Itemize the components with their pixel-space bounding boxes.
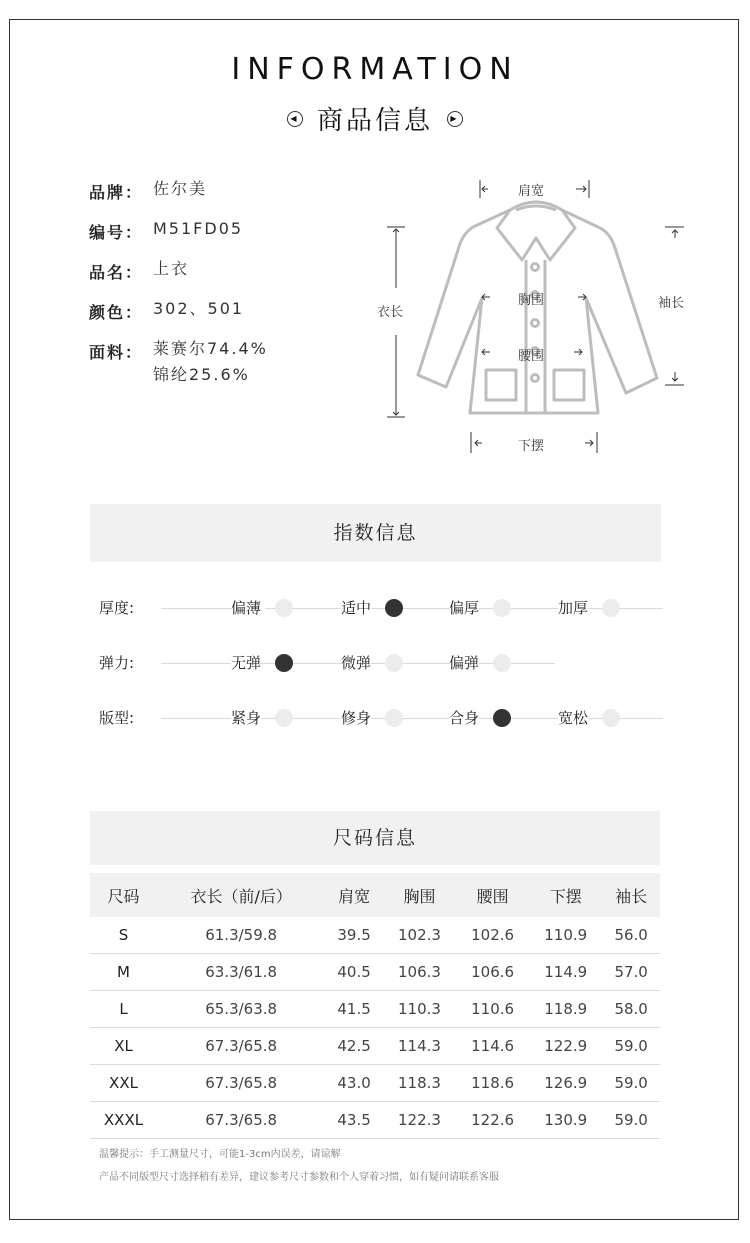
table-cell: 39.5: [325, 917, 383, 954]
info-row-brand: [89, 180, 268, 220]
table-cell: 67.3/65.8: [157, 1102, 325, 1139]
info-key: 颜色：: [89, 303, 144, 322]
col-header: 肩宽: [325, 873, 383, 917]
index-dot[interactable]: [493, 654, 511, 672]
index-option: 无弹: [231, 651, 261, 675]
label-waist: 腰围: [518, 349, 545, 364]
index-option: 加厚: [558, 596, 588, 620]
index-dot[interactable]: [275, 599, 293, 617]
label-shoulder: 肩宽: [518, 184, 545, 199]
table-cell: M: [90, 954, 157, 991]
table-cell: 59.0: [602, 1102, 660, 1139]
col-header: 下摆: [529, 873, 602, 917]
table-cell: 41.5: [325, 991, 383, 1028]
title-cn: 商品信息: [316, 106, 433, 136]
col-header: 袖长: [602, 873, 660, 917]
index-option: 微弹: [341, 651, 371, 675]
index-dot[interactable]: [493, 599, 511, 617]
index-section-title: 指数信息: [90, 504, 661, 562]
fabric-line-2: 锦纶25.6%: [153, 365, 250, 384]
index-dot[interactable]: [602, 709, 620, 727]
note-line-1: 温馨提示：手工测量尺寸，可能1-3cm内误差，请谅解: [99, 1149, 341, 1160]
label-chest: 胸围: [518, 293, 545, 308]
table-cell: 126.9: [529, 1065, 602, 1102]
table-cell: L: [90, 991, 157, 1028]
jacket-illustration: [370, 170, 700, 460]
table-cell: XL: [90, 1028, 157, 1065]
table-row: [90, 1028, 660, 1065]
col-header: 胸围: [383, 873, 456, 917]
info-key: 编号：: [89, 223, 144, 242]
table-cell: S: [90, 917, 157, 954]
garment-diagram: [370, 170, 700, 460]
table-cell: 59.0: [602, 1028, 660, 1065]
index-dot[interactable]: [602, 599, 620, 617]
info-value: 上衣: [153, 259, 190, 278]
table-row: [90, 917, 660, 954]
title-en: INFORMATION: [231, 52, 519, 87]
label-length: 衣长: [377, 305, 404, 320]
index-option: 合身: [449, 706, 479, 730]
index-row-elasticity: [99, 651, 669, 675]
size-section-title: 尺码信息: [90, 811, 660, 865]
index-option: 修身: [341, 706, 371, 730]
info-row-code: [89, 220, 268, 260]
table-cell: 63.3/61.8: [157, 954, 325, 991]
info-value: 佐尔美: [153, 179, 208, 198]
title-cn-wrap: [0, 100, 750, 137]
info-key: 品牌：: [89, 183, 144, 202]
table-cell: 106.6: [456, 954, 529, 991]
index-dot-selected[interactable]: [385, 599, 403, 617]
table-cell: 122.6: [456, 1102, 529, 1139]
size-table: [90, 873, 660, 1139]
index-option: 偏弹: [449, 651, 479, 675]
table-cell: 102.6: [456, 917, 529, 954]
table-cell: 114.9: [529, 954, 602, 991]
info-key: 面料：: [89, 343, 144, 362]
index-dot-selected[interactable]: [275, 654, 293, 672]
table-row: [90, 991, 660, 1028]
table-cell: 40.5: [325, 954, 383, 991]
table-cell: XXXL: [90, 1102, 157, 1139]
table-cell: 43.0: [325, 1065, 383, 1102]
table-cell: 106.3: [383, 954, 456, 991]
index-label: 版型:: [99, 709, 135, 727]
index-row-fit: [99, 706, 669, 730]
table-cell: XXL: [90, 1065, 157, 1102]
info-value: 302、501: [153, 299, 245, 318]
product-info: [89, 179, 268, 384]
index-option: 宽松: [558, 706, 588, 730]
circle-left-arrow-icon: ◀: [287, 111, 303, 127]
index-label: 弹力:: [99, 654, 135, 672]
table-cell: 118.3: [383, 1065, 456, 1102]
table-cell: 122.3: [383, 1102, 456, 1139]
index-option: 偏薄: [231, 596, 265, 620]
table-row: [90, 1102, 660, 1139]
table-cell: 57.0: [602, 954, 660, 991]
index-label: 厚度:: [99, 599, 135, 617]
table-cell: 65.3/63.8: [157, 991, 325, 1028]
info-row-fabric: [89, 339, 268, 384]
table-cell: 102.3: [383, 917, 456, 954]
table-cell: 61.3/59.8: [157, 917, 325, 954]
table-cell: 58.0: [602, 991, 660, 1028]
table-cell: 56.0: [602, 917, 660, 954]
table-cell: 130.9: [529, 1102, 602, 1139]
index-dot[interactable]: [385, 654, 403, 672]
label-sleeve: 袖长: [658, 296, 685, 311]
table-cell: 59.0: [602, 1065, 660, 1102]
circle-right-arrow-icon: ▶: [447, 111, 463, 127]
info-row-color: [89, 300, 268, 340]
table-row: [90, 1065, 660, 1102]
size-table-header: [90, 873, 660, 917]
table-cell: 67.3/65.8: [157, 1028, 325, 1065]
fabric-line-1: 莱赛尔74.4%: [153, 339, 268, 358]
table-cell: 122.9: [529, 1028, 602, 1065]
table-cell: 43.5: [325, 1102, 383, 1139]
table-cell: 118.6: [456, 1065, 529, 1102]
info-key: 品名：: [89, 263, 144, 282]
index-option: 紧身: [231, 706, 261, 730]
index-option: 适中: [341, 596, 371, 620]
table-cell: 67.3/65.8: [157, 1065, 325, 1102]
table-cell: 114.6: [456, 1028, 529, 1065]
info-row-name: [89, 260, 268, 300]
info-value: M51FD05: [153, 219, 244, 238]
table-cell: 110.3: [383, 991, 456, 1028]
index-option: 偏厚: [449, 596, 479, 620]
col-header: 衣长（前/后）: [157, 873, 325, 917]
label-hem: 下摆: [518, 439, 545, 454]
table-cell: 118.9: [529, 991, 602, 1028]
index-dot[interactable]: [275, 709, 293, 727]
table-cell: 110.9: [529, 917, 602, 954]
table-cell: 42.5: [325, 1028, 383, 1065]
col-header: 尺码: [90, 873, 157, 917]
info-value: [153, 336, 268, 388]
col-header: 腰围: [456, 873, 529, 917]
table-cell: 114.3: [383, 1028, 456, 1065]
note-line-2: 产品不同版型尺寸选择稍有差异，建议参考尺寸参数和个人穿着习惯，如有疑问请联系客服: [99, 1172, 499, 1183]
table-cell: 110.6: [456, 991, 529, 1028]
table-row: [90, 954, 660, 991]
index-row-thickness: [99, 596, 669, 620]
index-dot[interactable]: [385, 709, 403, 727]
index-dot-selected[interactable]: [493, 709, 511, 727]
